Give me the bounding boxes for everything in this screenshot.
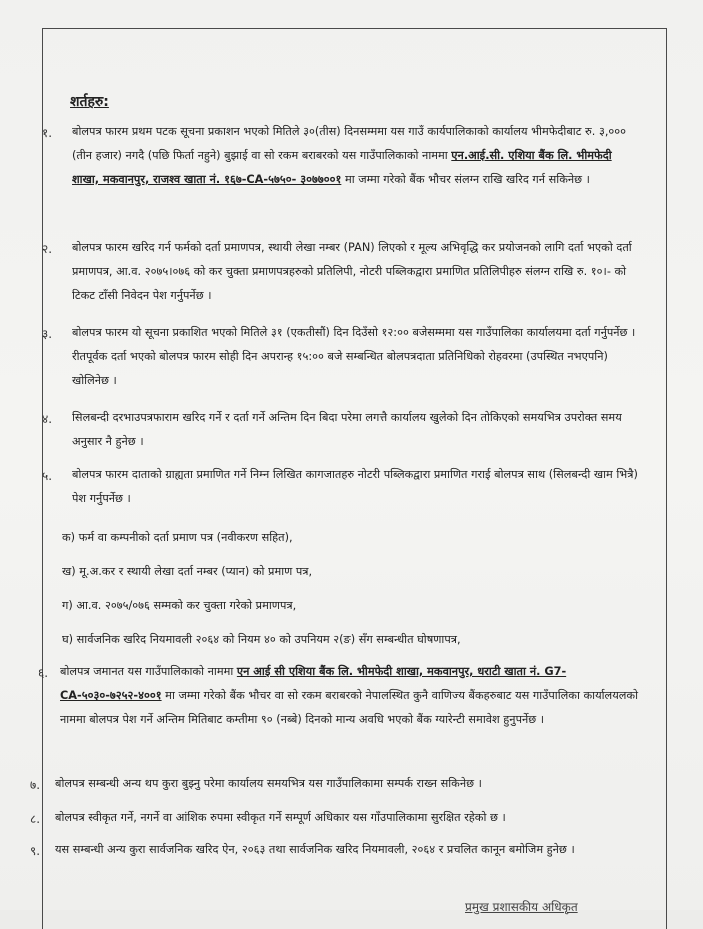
item-number: १. [42,126,53,140]
bank-account-underlined: एन आई सी एशिया बैंक लि. भीमफेदी शाखा, मकवानपुर, धराटी खाता नं. G7-CA-५०३०-७२५२-४००१ [60,665,567,702]
condition-item-3: बोलपत्र फारम यो सूचना प्रकाशित भएको मितिले ३१ (एकतीसौं) दिन दिउँसो १२:०० बजेसम्ममा यस गाउँपालिका कार्यालयमा दर्ता गर्नुपर्नेछ । रीतपूर्वक दर्ता भएको बोलपत्र फारम सोही दिन अपरान्ह १५:०० बजे सम्बन्धित बोलपत्रदाता प्रतिनिधिको रोहवरमा (उपस्थित नभएपनि) खोलिनेछ । [72,326,636,387]
subitem-ka: क) फर्म वा कम्पनीको दर्ता प्रमाण पत्र (नवीकरण सहित), [62,531,293,544]
condition-item-4: सिलबन्दी दरभाउपत्रफाराम खरिद गर्ने र दर्ता गर्ने अन्तिम दिन बिदा परेमा लगत्तै कार्यालय खुलेको दिन तोकिएको समयभित्र उपरोक्त समय अनुसार नै हुनेछ । [72,411,622,448]
item-number: ६. [38,666,49,680]
condition-item-6: बोलपत्र जमानत यस गाउँपालिकाको नाममा एन आई सी एशिया बैंक लि. भीमफेदी शाखा, मकवानपुर, धराटी खाता नं. G7-CA-५०३०-७२५२-४००१ मा जम्मा गरेको बैंक भौचर वा सो रकम बराबरको नेपालस्थित कुनै वाणिज्य बैंकहरुबाट यस गाउँपालिका कार्यालयलको नाममा बोलपत्र पेश गर्ने अन्तिम मितिबाट कम्तीमा ९० (नब्बे) दिनको मान्य अवधि भएको बैंक ग्यारेन्टी समावेश हुनुपर्नेछ । [60,665,639,726]
item-number: ९. [30,844,41,858]
condition-item-8: बोलपत्र स्वीकृत गर्ने, नगर्ने वा आंशिक रुपमा स्वीकृत गर्ने सम्पूर्ण अधिकार यस गाँउपालिकामा सुरक्षित रहेको छ । [55,811,506,824]
item-number: ४. [42,412,53,426]
item-number: ३. [42,327,53,341]
condition-item-7: बोलपत्र सम्बन्धी अन्य थप कुरा बुझ्नु परेमा कार्यालय समयभित्र यस गाउँपालिकामा सम्पर्क राख्न सकिनेछ । [55,777,482,790]
condition-item-2: बोलपत्र फारम खरिद गर्न फर्मको दर्ता प्रमाणपत्र, स्थायी लेखा नम्बर (PAN) लिएको र मूल्य अभिवृद्धि कर प्रयोजनको लागि दर्ता भएको दर्ता प्रमाणपत्र, आ.व. २०७५।०७६ को कर चुक्ता प्रमाणपत्रहरुको प्रतिलिपी, नोटरी पब्लिकद्वारा प्रमाणित प्रतिलिपीहरु संलग्न राखि रु. १०।- को टिकट टाँसी निवेदन पेश गर्नुपर्नेछ । [72,241,632,302]
item-number: ७. [30,778,41,792]
subitem-kha: ख) मू.अ.कर र स्थायी लेखा दर्ता नम्बर (प्यान) को प्रमाण पत्र, [62,565,313,578]
signature-title: प्रमुख प्रशासकीय अधिकृत [465,900,578,914]
item-number: ८. [30,812,41,826]
condition-item-5: बोलपत्र फारम दाताको ग्राह्यता प्रमाणित गर्ने निम्न लिखित कागजातहरु नोटरी पब्लिकद्वारा प्रमाणित गराई बोलपत्र साथ (सिलबन्दी खाम भित्रै) पेश गर्नुपर्नेछ । [72,468,638,505]
condition-item-9: यस सम्बन्धी अन्य कुरा सार्वजनिक खरिद ऐन, २०६३ तथा सार्वजनिक खरिद नियमावली, २०६४ र प्रचलित कानून बमोजिम हुनेछ । [55,843,575,856]
bank-account-underlined: एन.आई.सी. एशिया बैंक लि. भीमफेदी शाखा, मकवानपुर, राजश्व खाता नं. १६७-CA-५७५०- ३०७७००१ [72,149,612,186]
item-number: २. [42,242,53,256]
subitem-gha: घ) सार्वजनिक खरिद नियमावली २०६४ को नियम ४० को उपनियम २(ङ) सँग सम्बन्धीत घोषणापत्र, [62,633,461,646]
condition-item-1: बोलपत्र फारम प्रथम पटक सूचना प्रकाशन भएको मितिले ३०(तीस) दिनसम्ममा यस गाउँ कार्यपालिकाको कार्यालय भीमफेदीबाट रु. ३,००० (तीन हजार) नगदै (पछि फिर्ता नहुने) बुझाई वा सो रकम बराबरको यस गाउँपालिकाको नाममा एन.आई.सी. एशिया बैंक लि. भीमफेदी शाखा, मकवानपुर, राजश्व खाता नं. १६७-CA-५७५०- ३०७७००१ मा जम्मा गरेको बैंक भौचर संलग्न राखि खरिद गर्न सकिनेछ । [72,125,627,186]
subitem-ga: ग) आ.व. २०७५/०७६ सम्मको कर चुक्ता गरेको प्रमाणपत्र, [62,599,297,612]
item-number: ५. [42,469,53,483]
conditions-heading: शर्तहरु: [70,94,109,110]
